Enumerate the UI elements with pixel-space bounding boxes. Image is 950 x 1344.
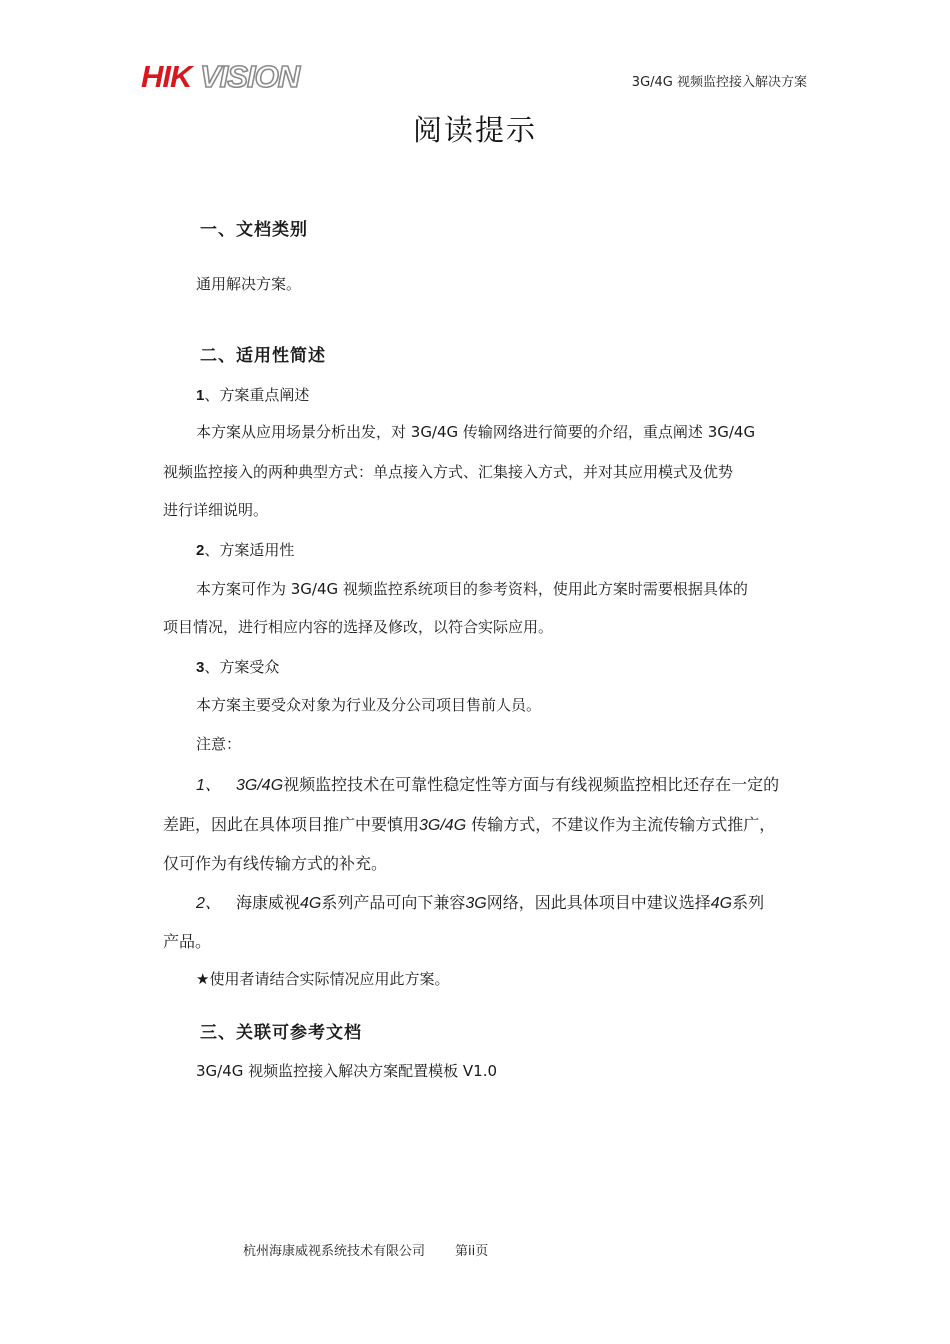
section3-heading: 三、关联可参考文档 <box>200 1023 362 1043</box>
note1-line1: 1、 3G/4G视频监控技术在可靠性稳定性等方面与有线视频监控相比还存在一定的 <box>196 775 780 794</box>
section2-heading: 二、适用性简述 <box>200 346 326 366</box>
sub3-label: 、方案受众 <box>204 658 280 676</box>
note2-line1: 2、 海康威视4G系列产品可向下兼容3G网络，因此具体项目中建议选择4G系列 <box>196 893 765 912</box>
svg-text:HIK: HIK <box>141 59 192 94</box>
sub3-number: 3 <box>196 659 205 676</box>
sub1-line1: 本方案从应用场景分析出发，对 3G/4G 传输网络进行简要的介绍，重点阐述 3G/4G <box>196 423 756 441</box>
sub2-line2: 项目情况，进行相应内容的选择及修改，以符合实际应用。 <box>163 618 554 636</box>
section3-text: 3G/4G 视频监控接入解决方案配置模板 V1.0 <box>196 1062 498 1080</box>
header-doc-name: 3G/4G 视频监控接入解决方案 <box>631 75 807 90</box>
section1-text: 通用解决方案。 <box>196 275 302 293</box>
svg-text:VISION: VISION <box>200 59 300 94</box>
note-label: 注意： <box>196 735 242 753</box>
hikvision-logo <box>140 56 326 94</box>
note2-line2: 产品。 <box>163 932 212 951</box>
note1-line3: 仅可作为有线传输方式的补充。 <box>163 854 388 873</box>
sub1-line2: 视频监控接入的两种典型方式：单点接入方式、汇集接入方式，并对其应用模式及优势 <box>163 463 734 481</box>
sub2-line1: 本方案可作为 3G/4G 视频监控系统项目的参考资料，使用此方案时需要根据具体的 <box>196 580 748 598</box>
star-note: ★使用者请结合实际情况应用此方案。 <box>196 970 450 988</box>
footer-company: 杭州海康威视系统技术有限公司 <box>243 1244 426 1259</box>
sub1-heading <box>196 384 309 405</box>
sub2-label: 、方案适用性 <box>204 541 295 559</box>
sub1-label: 、方案重点阐述 <box>204 386 310 404</box>
note2-number: 2、 <box>196 895 221 912</box>
section1-heading: 一、文档类别 <box>200 220 308 240</box>
page-footer <box>243 1240 518 1259</box>
page-title: 阅读提示 <box>412 113 537 147</box>
note1-line2: 差距，因此在具体项目推广中要慎用3G/4G 传输方式，不建议作为主流传输方式推广， <box>163 815 776 834</box>
sub2-number: 2 <box>196 542 205 559</box>
footer-page-number: 第ii页 <box>455 1244 489 1259</box>
sub2-heading <box>196 539 294 560</box>
sub3-heading <box>196 656 279 677</box>
sub3-line1: 本方案主要受众对象为行业及分公司项目售前人员。 <box>196 696 542 714</box>
sub1-number: 1 <box>196 387 205 404</box>
note1-number: 1、 <box>196 777 221 794</box>
sub1-line3: 进行详细说明。 <box>163 501 269 519</box>
